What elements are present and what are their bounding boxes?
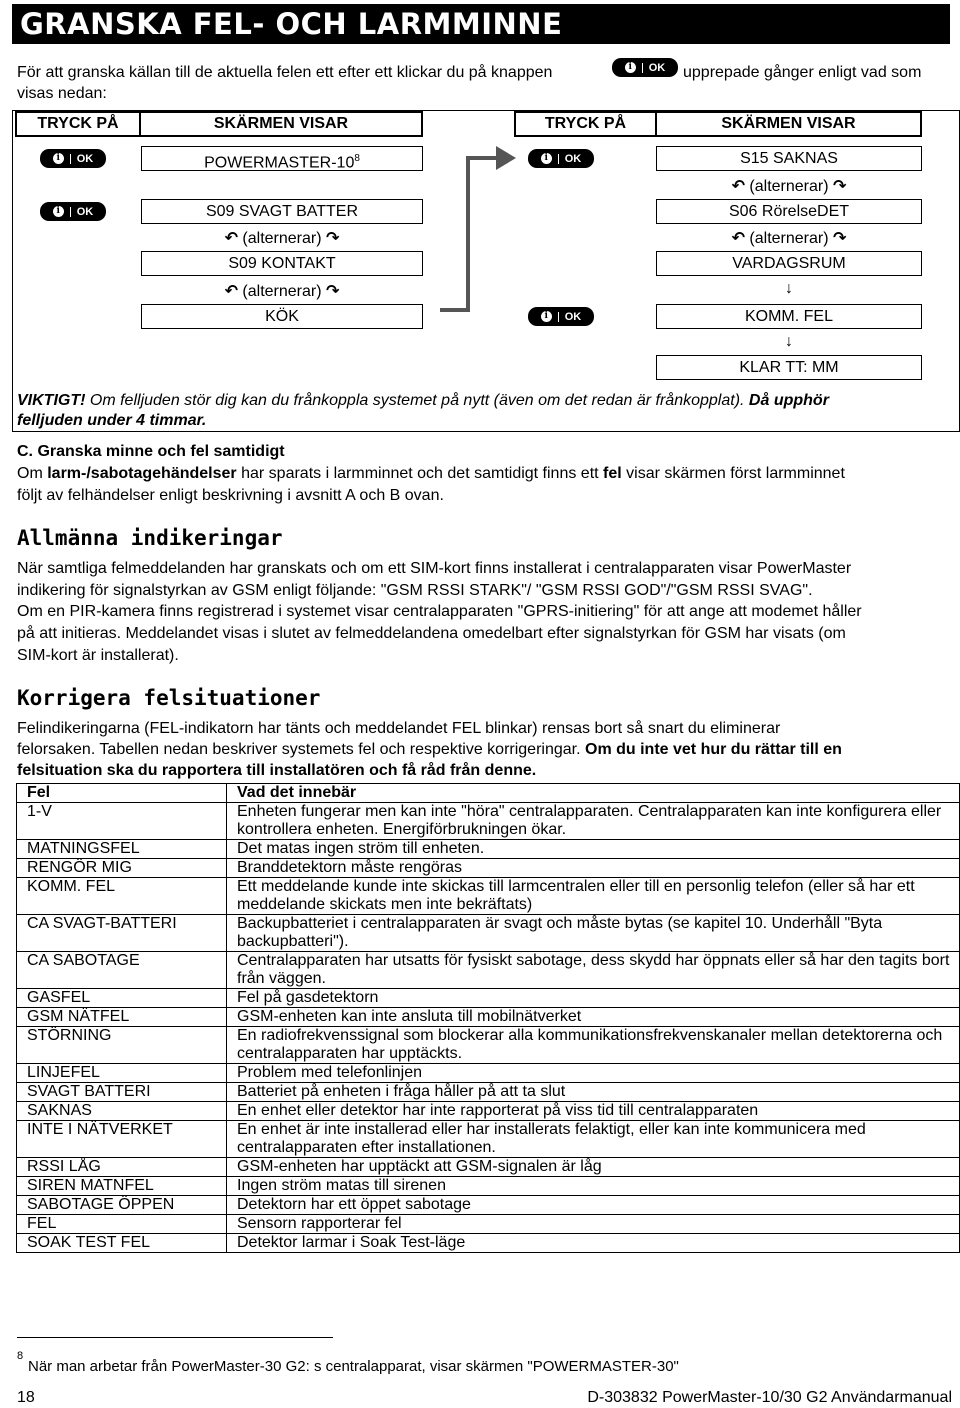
rotate-right-icon: ↷ bbox=[326, 228, 340, 247]
info-icon: i bbox=[541, 153, 552, 164]
flow-connector-arrow bbox=[430, 140, 520, 320]
fault-meaning: Detektorn har ett öppet sabotage bbox=[227, 1196, 960, 1215]
table-row bbox=[17, 1027, 960, 1064]
korrigera-l2: felorsaken. Tabellen nedan beskriver systemets fel och respektive korrigeringar. Om du inte vet hur du rättar till en bbox=[17, 741, 842, 758]
table-row bbox=[17, 1008, 960, 1027]
alternates-left-1: ↶ (alternerar) ↷ bbox=[224, 228, 340, 247]
important-note: VIKTIGT! Om felljuden stör dig kan du frånkoppla systemet på nytt (även om det redan är frånkopplat). Då upphör felljuden under 4 timmar. bbox=[17, 392, 829, 429]
ok-button-2[interactable]: i OK bbox=[40, 202, 106, 221]
fault-code: SAKNAS bbox=[17, 1102, 227, 1121]
screen-vardagsrum: VARDAGSRUM bbox=[656, 251, 922, 276]
fault-code: RENGÖR MIG bbox=[17, 859, 227, 878]
fault-table bbox=[16, 783, 960, 1253]
rotate-left-icon: ↶ bbox=[731, 176, 745, 195]
down-arrow-icon: ↓ bbox=[785, 280, 793, 297]
table-row bbox=[17, 878, 960, 915]
fault-code: KOMM. FEL bbox=[17, 878, 227, 915]
allmanna-p2-l1: Om en PIR-kamera finns registrerad i systemet visar centralapparaten "GPRS-initiering" för att ange att modemet håller bbox=[17, 603, 862, 620]
down-arrow-icon: ↓ bbox=[785, 333, 793, 350]
rotate-left-icon: ↶ bbox=[731, 228, 745, 247]
table-header-row bbox=[17, 784, 960, 803]
fault-meaning: GSM-enheten kan inte ansluta till mobilnätverket bbox=[227, 1008, 960, 1027]
allmanna-p2-l3: SIM-kort är installerat). bbox=[17, 647, 179, 664]
fault-meaning: En enhet är inte installerad eller har installerats felaktigt, eller kan inte kommunicera med centralapparaten efter installationen. bbox=[227, 1121, 960, 1158]
column-header-fel: Fel bbox=[17, 784, 227, 803]
fault-code: INTE I NÄTVERKET bbox=[17, 1121, 227, 1158]
screen-klar: KLAR TT: MM bbox=[656, 355, 922, 380]
fault-code: SVAGT BATTERI bbox=[17, 1083, 227, 1102]
table-row bbox=[17, 1196, 960, 1215]
allmanna-p1-l1: När samtliga felmeddelanden har granskats och om ett SIM-kort finns installerat i centralapparaten visar PowerMaster bbox=[17, 560, 852, 577]
fault-code: CA SVAGT-BATTERI bbox=[17, 915, 227, 952]
fault-meaning: Detektor larmar i Soak Test-läge bbox=[227, 1234, 960, 1253]
column-header-meaning: Vad det innebär bbox=[227, 784, 960, 803]
table-row bbox=[17, 1215, 960, 1234]
fault-code: MATNINGSFEL bbox=[17, 840, 227, 859]
table-row bbox=[17, 803, 960, 840]
fault-meaning: Backupbatteriet i centralapparaten är svagt och måste bytas (se kapitel 10. Underhåll "Byta backupbatteri"). bbox=[227, 915, 960, 952]
alternates-right-2: ↶ (alternerar) ↷ bbox=[731, 228, 847, 247]
fault-code: LINJEFEL bbox=[17, 1064, 227, 1083]
table-row bbox=[17, 1121, 960, 1158]
ok-button-3[interactable]: i OK bbox=[528, 149, 594, 168]
table-row bbox=[17, 840, 960, 859]
screen-s09-svagt: S09 SVAGT BATTER bbox=[141, 199, 423, 224]
section-c-title: C. Granska minne och fel samtidigt bbox=[17, 443, 285, 460]
screen-kok: KÖK bbox=[141, 304, 423, 329]
info-icon: i bbox=[53, 206, 64, 217]
screen-s09-kontakt: S09 KONTAKT bbox=[141, 251, 423, 276]
screen-s06-rorelse: S06 RörelseDET bbox=[656, 199, 922, 224]
fault-code: RSSI LÅG bbox=[17, 1158, 227, 1177]
intro-text-3: visas nedan: bbox=[17, 85, 107, 102]
fault-meaning: En enhet eller detektor har inte rapporterat på viss tid till centralapparaten bbox=[227, 1102, 960, 1121]
rotate-right-icon: ↷ bbox=[833, 176, 847, 195]
info-icon: i bbox=[625, 62, 636, 73]
info-icon: i bbox=[541, 311, 552, 322]
section-c-line2: följt av felhändelser enligt beskrivning i avsnitt A och B ovan. bbox=[17, 487, 444, 504]
fault-meaning: Det matas ingen ström till enheten. bbox=[227, 840, 960, 859]
alternates-left-2: ↶ (alternerar) ↷ bbox=[224, 281, 340, 300]
header-press-left: TRYCK PÅ bbox=[15, 111, 141, 137]
fault-code: FEL bbox=[17, 1215, 227, 1234]
footnote-divider bbox=[17, 1337, 333, 1338]
fault-code: GASFEL bbox=[17, 989, 227, 1008]
screen-s15-saknas: S15 SAKNAS bbox=[656, 146, 922, 171]
fault-code: SABOTAGE ÖPPEN bbox=[17, 1196, 227, 1215]
ok-button-1[interactable]: i OK bbox=[40, 149, 106, 168]
fault-meaning: Fel på gasdetektorn bbox=[227, 989, 960, 1008]
footnote-text: När man arbetar från PowerMaster-30 G2: s centralapparat, visar skärmen "POWERMASTER-30" bbox=[28, 1358, 679, 1375]
fault-code: GSM NÄTFEL bbox=[17, 1008, 227, 1027]
fault-code: 1-V bbox=[17, 803, 227, 840]
table-row bbox=[17, 1234, 960, 1253]
fault-meaning: Ingen ström matas till sirenen bbox=[227, 1177, 960, 1196]
page-number: 18 bbox=[17, 1389, 35, 1406]
fault-meaning: Enheten fungerar men kan inte "höra" centralapparaten. Centralapparaten kan inte konfigurera eller kontrollera enheten. Energiförbrukningen ökar. bbox=[227, 803, 960, 840]
footnote-number: 8 bbox=[17, 1350, 24, 1362]
allmanna-p2-l2: på att initieras. Meddelandet visas i slutet av felmeddelandena omedelbart efter signalstyrkan för GSM har visats (om bbox=[17, 625, 846, 642]
fault-code: SIREN MATNFEL bbox=[17, 1177, 227, 1196]
allmanna-p1-l2: indikering för signalstyrkan av GSM enligt följande: "GSM RSSI STARK"/ "GSM RSSI GOD"/"GSM RSSI SVAG". bbox=[17, 582, 813, 599]
fault-meaning: Centralapparaten har utsatts för fysiskt sabotage, dess skydd har öppnats eller så har den tagits bort från väggen. bbox=[227, 952, 960, 989]
document-id: D-303832 PowerMaster-10/30 G2 Användarmanual bbox=[587, 1389, 952, 1406]
table-row bbox=[17, 989, 960, 1008]
table-row bbox=[17, 1083, 960, 1102]
fault-meaning: Batteriet på enheten i fråga håller på att ta slut bbox=[227, 1083, 960, 1102]
fault-meaning: Ett meddelande kunde inte skickas till larmcentralen eller till en personlig telefon (eller så har ett meddelande skickats men inte bekräftats) bbox=[227, 878, 960, 915]
fault-meaning: Branddetektorn måste rengöras bbox=[227, 859, 960, 878]
korrigera-l3: felsituation ska du rapportera till installatören och få råd från denne. bbox=[17, 762, 537, 779]
screen-komm-fel: KOMM. FEL bbox=[656, 304, 922, 329]
header-screen-right: SKÄRMEN VISAR bbox=[655, 111, 922, 137]
alternates-right-1: ↶ (alternerar) ↷ bbox=[731, 176, 847, 195]
rotate-right-icon: ↷ bbox=[833, 228, 847, 247]
page-title: GRANSKA FEL- OCH LARMMINNE bbox=[12, 4, 950, 44]
section-c-line1: Om larm-/sabotagehändelser har sparats i larmminnet och det samtidigt finns ett fel visar skärmen först larmminnet bbox=[17, 465, 845, 482]
table-row bbox=[17, 915, 960, 952]
info-ok-button[interactable]: i OK bbox=[612, 58, 678, 77]
table-row bbox=[17, 1177, 960, 1196]
fault-code: STÖRNING bbox=[17, 1027, 227, 1064]
table-row bbox=[17, 952, 960, 989]
korrigera-l1: Felindikeringarna (FEL-indikatorn har tänts och meddelandet FEL blinkar) rensas bort så snart du eliminerar bbox=[17, 720, 781, 737]
screen-powermaster: POWERMASTER-$10^8$ bbox=[141, 146, 423, 171]
rotate-left-icon: ↶ bbox=[224, 281, 238, 300]
fault-code: SOAK TEST FEL bbox=[17, 1234, 227, 1253]
fault-meaning: GSM-enheten har upptäckt att GSM-signalen är låg bbox=[227, 1158, 960, 1177]
intro-text-2: upprepade gånger enligt vad som bbox=[683, 64, 922, 81]
info-icon: i bbox=[53, 153, 64, 164]
table-row bbox=[17, 1064, 960, 1083]
rotate-right-icon: ↷ bbox=[326, 281, 340, 300]
table-row bbox=[17, 859, 960, 878]
fault-meaning: Sensorn rapporterar fel bbox=[227, 1215, 960, 1234]
header-screen-left: SKÄRMEN VISAR bbox=[139, 111, 423, 137]
fault-code: CA SABOTAGE bbox=[17, 952, 227, 989]
fault-meaning: Problem med telefonlinjen bbox=[227, 1064, 960, 1083]
intro-text-1: För att granska källan till de aktuella felen ett efter ett klickar du på knappen bbox=[17, 64, 553, 81]
fault-meaning: En radiofrekvenssignal som blockerar alla kommunikationsfrekvenskanaler mellan detektorerna och centralapparaten har upptäckts. bbox=[227, 1027, 960, 1064]
ok-button-4[interactable]: i OK bbox=[528, 307, 594, 326]
table-row bbox=[17, 1158, 960, 1177]
allmanna-heading: Allmänna indikeringar bbox=[17, 526, 283, 550]
table-row bbox=[17, 1102, 960, 1121]
korrigera-heading: Korrigera felsituationer bbox=[17, 686, 321, 710]
rotate-left-icon: ↶ bbox=[224, 228, 238, 247]
header-press-right: TRYCK PÅ bbox=[514, 111, 657, 137]
